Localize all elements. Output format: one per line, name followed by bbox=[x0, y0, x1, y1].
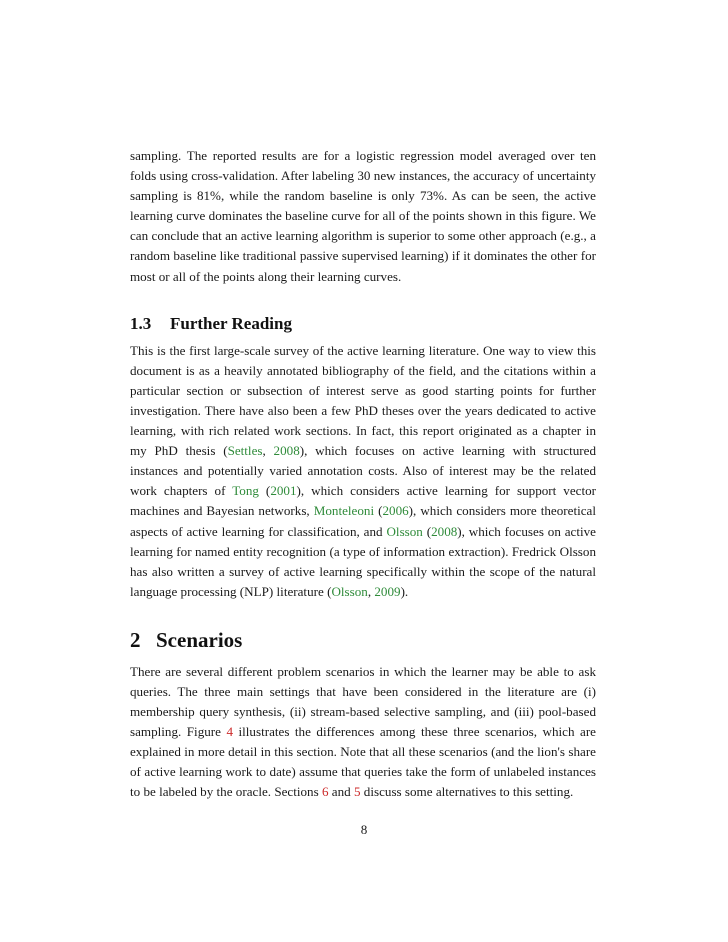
text-run: ). bbox=[400, 583, 409, 599]
subsection-number: 1.3 bbox=[130, 313, 152, 333]
subsection-heading-further-reading bbox=[130, 313, 596, 335]
text-run: , bbox=[367, 583, 375, 599]
citation-settles[interactable]: Settles bbox=[227, 443, 263, 459]
citation-olsson-2008-year[interactable]: 2008 bbox=[431, 523, 458, 539]
citation-olsson-2009-year[interactable]: 2009 bbox=[374, 583, 401, 599]
section-ref-6[interactable]: 6 bbox=[321, 784, 329, 800]
section-number: 2 bbox=[130, 627, 141, 652]
text-run: ( bbox=[258, 483, 271, 499]
citation-settles-year[interactable]: 2008 bbox=[273, 443, 300, 459]
citation-monteleoni-year[interactable]: 2006 bbox=[382, 503, 409, 519]
paragraph-learning-curves: sampling. The reported results are for a logistic regression model averaged over ten folds using cross-validation. After labeling 30 new instances, the accuracy of uncertainty sampling is 81%, while the random baseline is only 73%. As can be seen, the active learning curve dominates the baseline curve for all of the points shown in this figure. We can conclude that an active learning algorithm is superior to some other approach (e.g., a random baseline like traditional passive supervised learning) if it dominates the other for most or all of the points along their learning curves. bbox=[130, 148, 596, 284]
subsection-title: Further Reading bbox=[170, 313, 292, 333]
text-run: ), which focuses on active learning with structured instances and potentially varied annotation costs. Also of interest may be the related work chapters of bbox=[130, 443, 597, 499]
citation-tong[interactable]: Tong bbox=[232, 483, 259, 499]
text-run: ), which focuses on active learning for named entity recognition (a type of information extraction). Fredrick Olsson has also written a survey of active learning specifically within the scope of the natural language processing (NLP) literature ( bbox=[130, 523, 596, 599]
paragraph-further-reading bbox=[130, 341, 596, 602]
citation-monteleoni[interactable]: Monteleoni bbox=[313, 503, 375, 519]
citation-olsson-2009[interactable]: Olsson bbox=[331, 583, 368, 599]
text-run: ( bbox=[422, 523, 432, 539]
text-run: illustrates the differences among these three scenarios, which are explained in more detail in this section. Note that all these scenarios (and the lion's share of active learning work to date) assume that queries take the form of unlabeled instances to be labeled by the oracle. Sections bbox=[130, 724, 596, 800]
page-number: 8 bbox=[360, 822, 368, 837]
section-ref-5[interactable]: 5 bbox=[353, 784, 361, 800]
section-title: Scenarios bbox=[156, 627, 243, 652]
text-run: There are several different problem scenarios in which the learner may be able to ask queries. The three main settings that have been considered in the literature are (i) membership query synthesis, (ii) stream-based selective sampling, and (iii) pool-based sampling. Figure bbox=[130, 663, 596, 740]
text-run: This is the first large-scale survey of the active learning literature. One way to view this document is as a heavily annotated bibliography of the field, and the citations within a particular section or subsection of interest serve as good starting points for further investigation. There have also been a few PhD theses over the years dedicated to active learning, with rich related work sections. In fact, this report originated as a chapter in my PhD thesis ( bbox=[130, 342, 596, 459]
paragraph-scenarios bbox=[130, 662, 596, 803]
citation-olsson-2008[interactable]: Olsson bbox=[386, 523, 423, 539]
text-run: ( bbox=[374, 503, 383, 519]
text-run: ), which considers active learning for support vector machines and Bayesian networks, bbox=[130, 483, 597, 519]
figure-ref-4[interactable]: 4 bbox=[226, 724, 234, 740]
page-body bbox=[130, 146, 596, 803]
text-run: ), which considers more theoretical aspects of active learning for classification, and bbox=[130, 503, 597, 539]
text-run: and bbox=[328, 784, 354, 800]
text-run: , bbox=[262, 443, 274, 459]
text-run: discuss some alternatives to this setting. bbox=[360, 784, 574, 800]
citation-tong-year[interactable]: 2001 bbox=[270, 483, 297, 499]
section-heading-scenarios bbox=[130, 626, 596, 654]
